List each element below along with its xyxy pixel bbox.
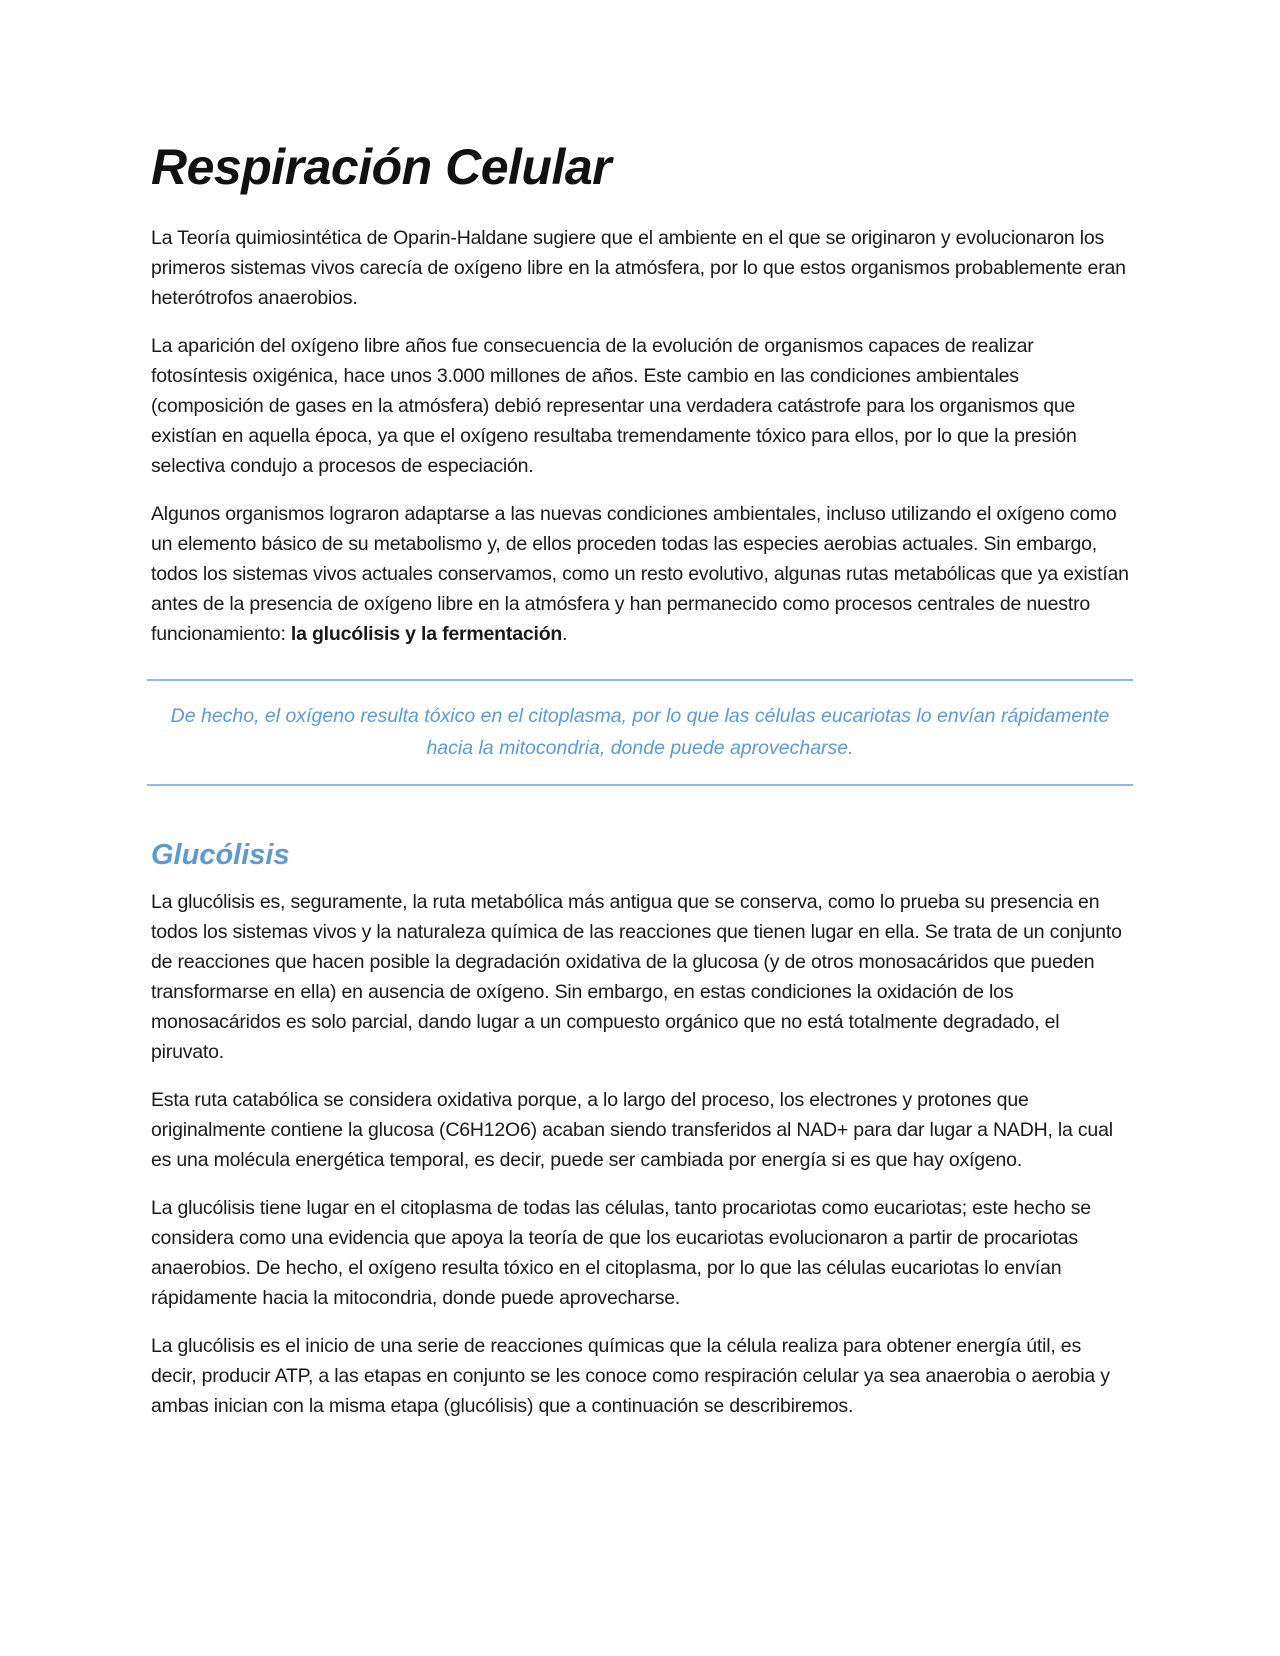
- intro-paragraph-1: La Teoría quimiosintética de Oparin-Haldane sugiere que el ambiente en el que se originaron y evolucionaron los primeros sistemas vivos carecía de oxígeno libre en la atmósfera, por lo que estos organismos probablemente eran heterótrofos anaerobios.: [151, 227, 1126, 309]
- document-title: Respiración Celular: [151, 139, 612, 195]
- document-page: [151, 140, 1131, 1439]
- section-paragraph-1: La glucólisis es, seguramente, la ruta metabólica más antigua que se conserva, como lo prueba su presencia en todos los sistemas vivos y la naturaleza química de las reacciones que tienen lugar en ella. Se trata de un conjunto de reacciones que hacen posible la degradación oxidativa de la glucosa (y de otros monosacáridos que pueden transformarse en ella) en ausencia de oxígeno. Sin embargo, en estas condiciones la oxidación de los monosacáridos es solo parcial, dando lugar a un compuesto orgánico que no está totalmente degradado, el piruvato.: [151, 890, 1122, 1063]
- section-paragraph-3: La glucólisis tiene lugar en el citoplasma de todas las células, tanto procariotas como eucariotas; este hecho se considera como una evidencia que apoya la teoría de que los eucariotas evolucionaron a partir de procariotas anaerobios. De hecho, el oxígeno resulta tóxico en el citoplasma, por lo que las células eucariotas lo envían rápidamente hacia la mitocondria, donde puede aprovecharse.: [151, 1196, 1091, 1309]
- intro-paragraph-3-text: Algunos organismos lograron adaptarse a las nuevas condiciones ambientales, incluso utilizando el oxígeno como un elemento básico de su metabolismo y, de ellos proceden todas las especies aerobias actuales. Sin embargo, todos los sistemas vivos actuales conservamos, como un resto evolutivo, algunas rutas metabólicas que ya existían antes de la presencia de oxígeno libre en la atmósfera y han permanecido como procesos centrales de nuestro funcionamiento:: [151, 503, 1129, 645]
- pull-quote: De hecho, el oxígeno resulta tóxico en el citoplasma, por lo que las células eucariotas lo envían rápidamente hacia la mitocondria, donde puede aprovecharse.: [147, 679, 1133, 786]
- intro-paragraph-3-end: .: [562, 623, 568, 645]
- section-heading-glucolisis: Glucólisis: [151, 839, 290, 871]
- intro-paragraph-3: [151, 499, 1131, 649]
- intro-paragraph-3-bold: la glucólisis y la fermentación: [290, 623, 563, 645]
- intro-paragraph-2: La aparición del oxígeno libre años fue consecuencia de la evolución de organismos capaces de realizar fotosíntesis oxigénica, hace unos 3.000 millones de años. Este cambio en las condiciones ambientales (composición de gases en la atmósfera) debió representar una verdadera catástrofe para los organismos que existían en aquella época, ya que el oxígeno resultaba tremendamente tóxico para ellos, por lo que la presión selectiva condujo a procesos de especiación.: [151, 335, 1077, 477]
- section-paragraph-4: La glucólisis es el inicio de una serie de reacciones químicas que la célula realiza para obtener energía útil, es decir, producir ATP, a las etapas en conjunto se les conoce como respiración celular ya sea anaerobia o aerobia y ambas inician con la misma etapa (glucólisis) que a continuación se describiremos.: [151, 1334, 1110, 1417]
- section-paragraph-2: Esta ruta catabólica se considera oxidativa porque, a lo largo del proceso, los electrones y protones que originalmente contiene la glucosa (C6H12O6) acaban siendo transferidos al NAD+ para dar lugar a NADH, la cual es una molécula energética temporal, es decir, puede ser cambiada por energía si es que hay oxígeno.: [151, 1088, 1113, 1171]
